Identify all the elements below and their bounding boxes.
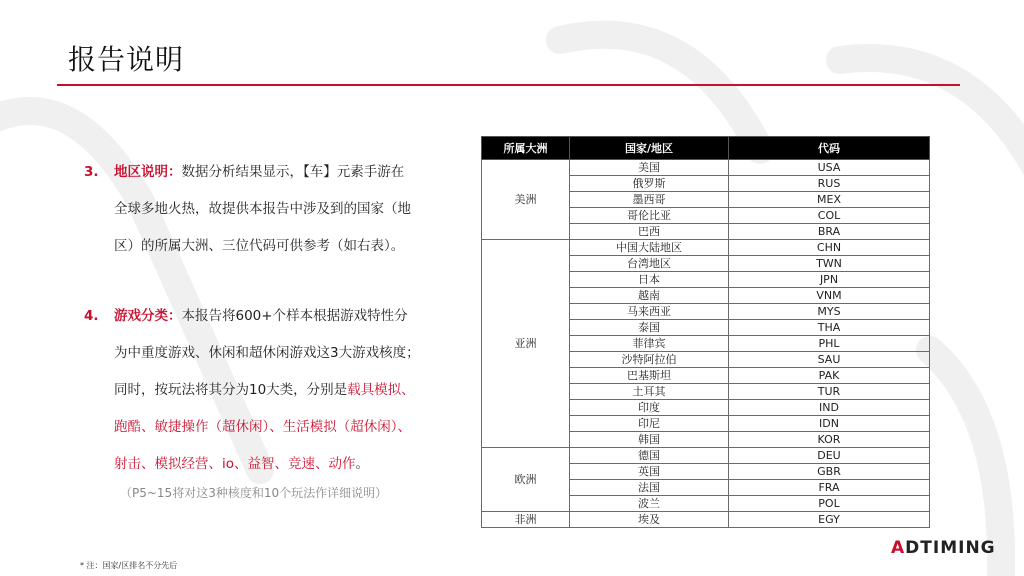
country-cell: 俄罗斯 — [570, 176, 729, 192]
section4-line5 — [84, 450, 420, 487]
header-country: 国家/地区 — [570, 137, 729, 160]
country-cell: 巴西 — [570, 224, 729, 240]
country-cell: 英国 — [570, 464, 729, 480]
code-cell: PHL — [729, 336, 930, 352]
section4-line1 — [84, 302, 420, 339]
header-continent: 所属大洲 — [482, 137, 570, 160]
section3-text1: 数据分析结果显示，【车】元素手游在 — [181, 164, 405, 180]
code-cell: COL — [729, 208, 930, 224]
section4-line3-text: 同时，按玩法将其分为10大类，分别是 — [114, 382, 348, 398]
code-cell: TUR — [729, 384, 930, 400]
section4-line4: 跑酷、敏捷操作（超休闲）、生活模拟（超休闲）、 — [114, 419, 411, 435]
page-title: 报告说明 — [68, 43, 185, 76]
footnote: * 注：国家/区排名不分先后 — [80, 561, 178, 570]
table-row — [482, 240, 930, 256]
country-cell: 沙特阿拉伯 — [570, 352, 729, 368]
country-code-table — [481, 136, 930, 528]
table-header-row — [482, 137, 930, 160]
code-cell: USA — [729, 160, 930, 176]
country-cell: 法国 — [570, 480, 729, 496]
section3-number: 3. — [84, 164, 99, 180]
code-cell: IND — [729, 400, 930, 416]
code-cell: BRA — [729, 224, 930, 240]
code-cell: POL — [729, 496, 930, 512]
table-row — [482, 448, 930, 464]
code-cell: CHN — [729, 240, 930, 256]
section3-line3: 区）的所属大洲、三位代码可供参考（如右表）。 — [114, 238, 405, 254]
adtiming-logo — [891, 538, 996, 558]
code-cell: DEU — [729, 448, 930, 464]
logo-mark: A — [891, 538, 906, 558]
section-game-classification — [84, 302, 420, 487]
country-cell: 埃及 — [570, 512, 729, 528]
section3-line1 — [84, 158, 411, 195]
continent-cell: 亚洲 — [482, 240, 570, 448]
country-cell: 菲律宾 — [570, 336, 729, 352]
country-cell: 美国 — [570, 160, 729, 176]
table-row — [482, 512, 930, 528]
section4-key: 游戏分类： — [114, 308, 182, 324]
country-cell: 台湾地区 — [570, 256, 729, 272]
country-cell: 印度 — [570, 400, 729, 416]
code-cell: KOR — [729, 432, 930, 448]
country-cell: 马来西亚 — [570, 304, 729, 320]
code-cell: RUS — [729, 176, 930, 192]
table-row — [482, 160, 930, 176]
section4-line5-highlight: 射击、模拟经营、io、益智、竞速、动作 — [114, 456, 356, 472]
country-cell: 泰国 — [570, 320, 729, 336]
code-cell: PAK — [729, 368, 930, 384]
country-cell: 德国 — [570, 448, 729, 464]
title-divider — [57, 84, 960, 86]
header-code: 代码 — [729, 137, 930, 160]
section3-key: 地区说明： — [114, 164, 182, 180]
section4-line3 — [84, 376, 420, 413]
country-cell: 土耳其 — [570, 384, 729, 400]
country-cell: 波兰 — [570, 496, 729, 512]
section3-line2: 全球多地火热，故提供本报告中涉及到的国家（地 — [114, 201, 411, 217]
country-cell: 墨西哥 — [570, 192, 729, 208]
section4-line3-highlight: 载具模拟、 — [347, 382, 415, 398]
code-cell: VNM — [729, 288, 930, 304]
country-cell: 越南 — [570, 288, 729, 304]
code-cell: GBR — [729, 464, 930, 480]
section-region-note — [84, 158, 411, 269]
code-cell: TWN — [729, 256, 930, 272]
code-cell: MYS — [729, 304, 930, 320]
section4-text1: 本报告将600+个样本根据游戏特性分 — [181, 308, 408, 324]
country-cell: 巴基斯坦 — [570, 368, 729, 384]
code-cell: SAU — [729, 352, 930, 368]
country-cell: 日本 — [570, 272, 729, 288]
code-cell: EGY — [729, 512, 930, 528]
continent-cell: 美洲 — [482, 160, 570, 240]
code-cell: IDN — [729, 416, 930, 432]
code-cell: JPN — [729, 272, 930, 288]
section4-note: （P5~15将对这3种核度和10个玩法作详细说明） — [120, 486, 388, 500]
continent-cell: 欧洲 — [482, 448, 570, 512]
country-cell: 印尼 — [570, 416, 729, 432]
section4-line5-end: 。 — [355, 456, 370, 472]
section4-number: 4. — [84, 308, 99, 324]
logo-text: DTIMING — [905, 538, 996, 558]
country-cell: 中国大陆地区 — [570, 240, 729, 256]
code-cell: THA — [729, 320, 930, 336]
section4-line2: 为中重度游戏、休闲和超休闲游戏这3大游戏核度； — [114, 345, 420, 361]
code-cell: FRA — [729, 480, 930, 496]
continent-cell: 非洲 — [482, 512, 570, 528]
country-cell: 哥伦比亚 — [570, 208, 729, 224]
code-cell: MEX — [729, 192, 930, 208]
country-cell: 韩国 — [570, 432, 729, 448]
table-body — [482, 160, 930, 528]
